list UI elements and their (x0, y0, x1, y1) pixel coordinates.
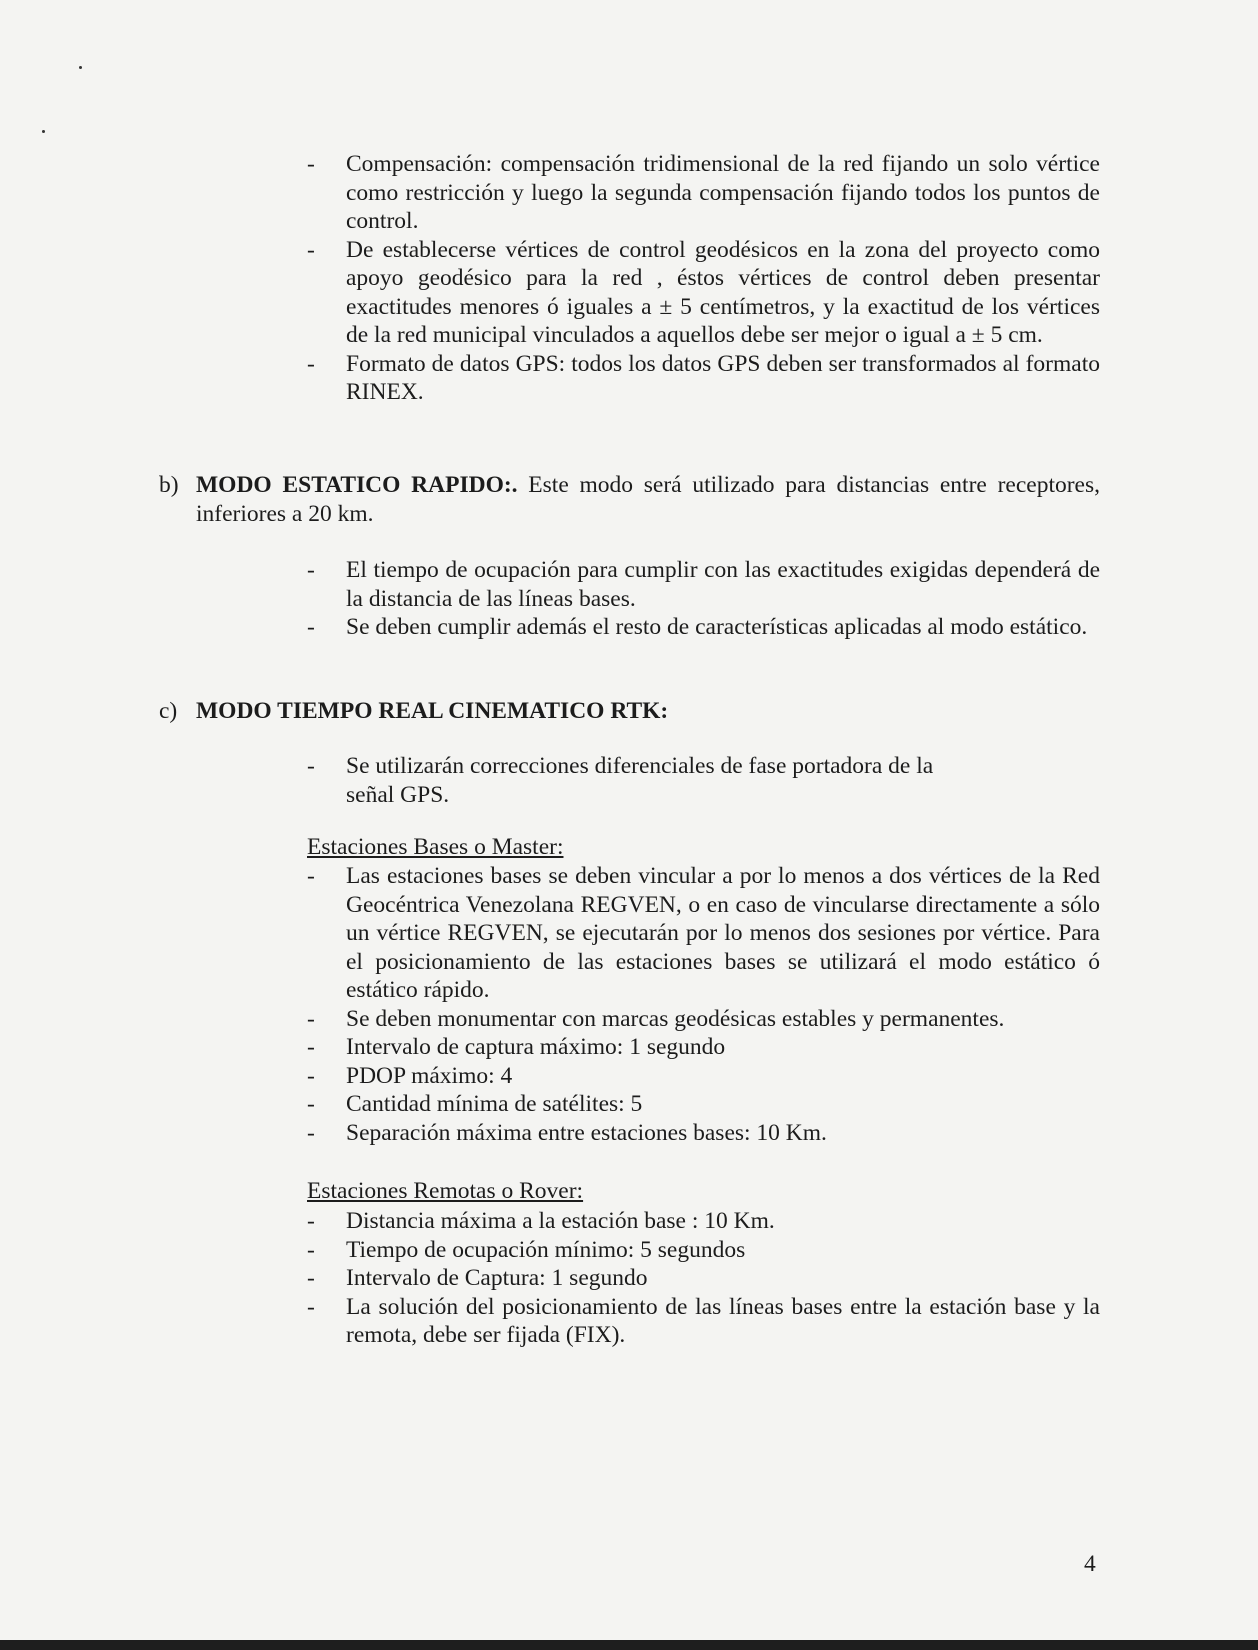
bullet-dash: - (307, 557, 315, 583)
list-item (307, 613, 1100, 642)
list-item-text: De establecerse vértices de control geodésicos en la zona del proyecto como apoyo geodésico para la red , éstos vértices de control deben presentar exactitudes menores ó iguales a ± 5 centímetros, y la exactitud de los vértices de la red municipal vinculados a aquellos debe ser mejor o igual a ± 5 cm. (346, 236, 1100, 348)
list-item-text: Se utilizarán correcciones diferenciales de fase portadora de la señal GPS. (346, 753, 934, 808)
bullet-dash: - (307, 1119, 315, 1146)
list-item-text: La solución del posicionamiento de las líneas bases entre la estación base y la remota, debe ser fijada (FIX). (346, 1293, 1100, 1348)
list-item (307, 1005, 1100, 1034)
list-item (307, 1033, 1100, 1062)
list-item-text: Formato de datos GPS: todos los datos GPS deben ser transformados al formato RINEX. (346, 350, 1100, 405)
bullet-dash: - (307, 1265, 315, 1291)
bullet-dash: - (307, 1034, 315, 1060)
list-item-text: Intervalo de Captura: 1 segundo (346, 1265, 648, 1291)
list-item-text: Se deben cumplir además el resto de características aplicadas al modo estático. (346, 614, 1088, 640)
list-item (307, 1207, 1100, 1236)
bullet-dash: - (307, 1062, 315, 1089)
list-item (307, 1293, 1100, 1350)
list-item-text: Distancia máxima a la estación base : 10 Km. (346, 1208, 775, 1234)
list-item (307, 1119, 1100, 1148)
list-item (307, 752, 987, 809)
bullet-dash: - (307, 863, 315, 889)
list-item-text: PDOP máximo: 4 (346, 1062, 513, 1089)
continuation-list (307, 150, 1100, 407)
list-item-text: Compensación: compensación tridimensional de la red fijando un solo vértice como restricción y luego la segunda compensación fijando todos los puntos de control. (346, 151, 1100, 234)
list-item (307, 150, 1100, 236)
list-item-text: Las estaciones bases se deben vincular a por lo menos a dos vértices de la Red Geocéntrica Venezolana REGVEN, o en caso de vincularse directamente a sólo un vértice REGVEN, se ejecutarán por lo menos dos sesiones por vértice. Para el posicionamiento de las estaciones bases se utilizará el modo estático ó estático rápido. (346, 863, 1100, 1003)
section-c-body (196, 697, 1100, 726)
bullet-dash: - (307, 1236, 315, 1263)
list-item-text: El tiempo de ocupación para cumplir con las exactitudes exigidas dependerá de la distancia de las líneas bases. (346, 557, 1100, 612)
list-item (307, 350, 1100, 407)
scan-speck (79, 66, 82, 69)
scan-speck (42, 130, 45, 133)
bullet-dash: - (307, 1208, 315, 1234)
page-number: 4 (1084, 1551, 1096, 1577)
section-c-heading (159, 697, 1100, 726)
bases-list (307, 862, 1100, 1147)
list-item (307, 1264, 1100, 1293)
list-item-text: Separación máxima entre estaciones bases: 10 Km. (346, 1119, 827, 1146)
bullet-dash: - (307, 614, 315, 640)
rover-heading: Estaciones Remotas o Rover: (307, 1178, 584, 1204)
rover-list (307, 1207, 1100, 1350)
list-item-text: Cantidad mínima de satélites: 5 (346, 1091, 643, 1117)
bullet-dash: - (307, 350, 315, 377)
list-item (307, 862, 1100, 1005)
section-text: Este modo será utilizado para distancias entre receptores, inferiores a 20 km. (196, 472, 1101, 527)
list-item (307, 1236, 1100, 1265)
list-item (307, 556, 1100, 613)
bullet-dash: - (307, 1293, 315, 1320)
section-b-heading (159, 471, 1100, 528)
bullet-dash: - (307, 1091, 315, 1117)
section-letter: c) (159, 698, 178, 724)
section-letter: b) (159, 472, 179, 498)
section-title: MODO TIEMPO REAL CINEMATICO RTK: (196, 698, 669, 724)
list-item (307, 236, 1100, 350)
bullet-dash: - (307, 236, 315, 263)
bullet-dash: - (307, 753, 315, 779)
section-c-list (307, 752, 987, 809)
scan-border (0, 1640, 1258, 1650)
section-b-list (307, 556, 1100, 642)
bullet-dash: - (307, 1005, 315, 1032)
list-item-text: Intervalo de captura máximo: 1 segundo (346, 1034, 726, 1060)
list-item (307, 1090, 1100, 1119)
bases-heading: Estaciones Bases o Master: (307, 834, 564, 860)
section-b-body (196, 471, 1100, 528)
list-item-text: Se deben monumentar con marcas geodésicas estables y permanentes. (346, 1005, 1005, 1032)
section-title: MODO ESTATICO RAPIDO:. (196, 472, 518, 498)
list-item (307, 1062, 1100, 1091)
list-item-text: Tiempo de ocupación mínimo: 5 segundos (346, 1236, 746, 1263)
bullet-dash: - (307, 151, 315, 177)
